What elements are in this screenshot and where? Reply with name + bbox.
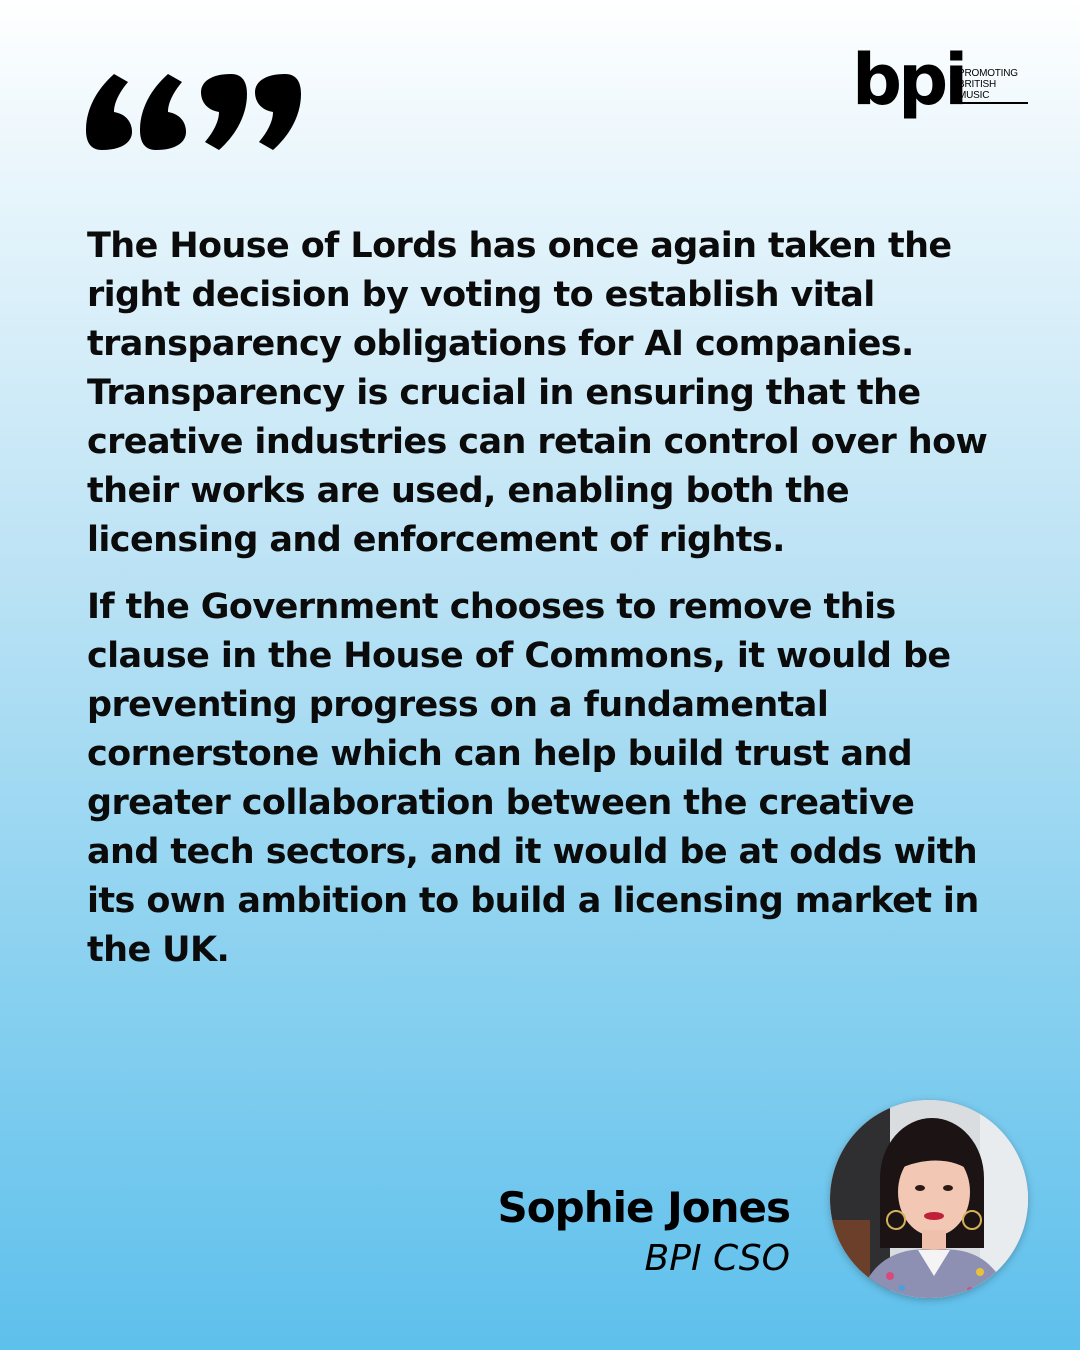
logo-tagline-line: MUSIC <box>958 90 990 101</box>
quote-paragraph: If the Government chooses to remove this clause in the House of Commons, it would be preventing progress on a fundamental cornerstone which can help build trust and greater collaboration between the creative and tech sectors, and it would be at odds with its own ambition to build a licensing market in the UK. <box>87 587 979 970</box>
logo-letters: bpi <box>852 39 965 121</box>
person-photo <box>830 1100 1028 1298</box>
quotation-marks-icon <box>86 72 301 152</box>
quote-body <box>87 222 997 993</box>
attribution <box>498 1180 790 1282</box>
logo-tagline <box>958 68 1028 104</box>
speaker-portrait <box>830 1100 1028 1298</box>
quote-paragraph: The House of Lords has once again taken the right decision by voting to establish vital transparency obligations for AI companies. Transparency is crucial in ensuring that the creative industries can retain control over how their works are used, enabling both the licensing and enforcement of rights. <box>87 226 988 560</box>
bpi-logo <box>852 40 1032 136</box>
speaker-role: BPI CSO <box>644 1238 790 1279</box>
logo-tagline-line: BRITISH <box>958 79 997 90</box>
logo-tagline-line: PROMOTING <box>958 68 1018 79</box>
speaker-name: Sophie Jones <box>497 1183 790 1232</box>
